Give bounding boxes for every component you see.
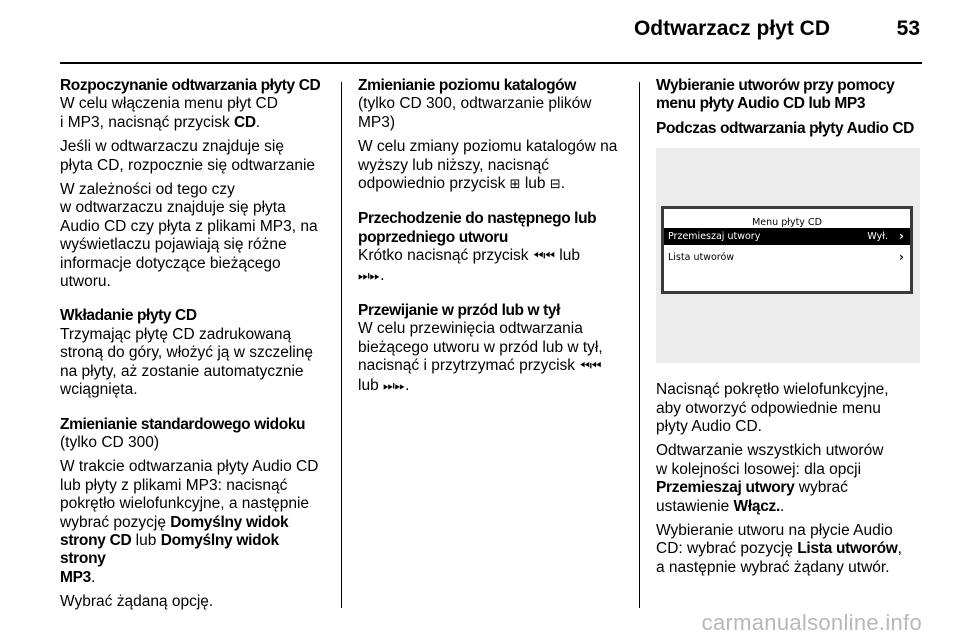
folder-up-icon: ⊞ bbox=[509, 177, 521, 193]
paragraph bbox=[358, 95, 630, 132]
paragraph bbox=[60, 138, 328, 175]
text: Wybieranie utworu na płycie Audio bbox=[656, 522, 893, 540]
text: . bbox=[90, 568, 96, 586]
text: pokrętło wielofunkcyjne, a następnie bbox=[60, 495, 310, 513]
cd-menu-screen bbox=[661, 206, 913, 294]
text: Jeśli w odtwarzaczu znajduje się bbox=[60, 138, 284, 156]
option-name: MP3 bbox=[60, 568, 91, 586]
display-illustration bbox=[656, 148, 920, 363]
section-heading bbox=[656, 77, 926, 114]
watermark: carmanualsonline.info bbox=[701, 610, 922, 635]
option-name: Domyślny widok strony bbox=[60, 531, 279, 568]
text: na płyty, aż zostanie automatycznie bbox=[60, 362, 304, 380]
paragraph bbox=[358, 247, 630, 286]
text: bieżącego utworu w przód lub w tył, bbox=[358, 338, 603, 356]
text: (tylko CD 300, odtwarzanie plików bbox=[358, 95, 592, 113]
text: W celu zmiany poziomu katalogów na bbox=[358, 138, 618, 156]
section-heading: Rozpoczynanie odtwarzania płyty CD bbox=[60, 77, 321, 94]
text: . bbox=[405, 376, 410, 394]
text: menu płyty Audio CD lub MP3 bbox=[656, 95, 866, 113]
text: wciągnięta. bbox=[60, 381, 138, 399]
paragraph bbox=[60, 326, 328, 400]
column-divider bbox=[639, 82, 640, 608]
page-header bbox=[60, 0, 922, 64]
text: Przechodzenie do następnego lub bbox=[358, 210, 597, 228]
text: ustawienie bbox=[656, 497, 734, 515]
chevron-right-icon: › bbox=[899, 250, 904, 265]
paragraph bbox=[656, 522, 926, 577]
paragraph bbox=[358, 138, 630, 194]
text: Odtwarzanie wszystkich utworów bbox=[656, 442, 884, 460]
text: MP3) bbox=[358, 113, 396, 131]
text: płyty Audio CD. bbox=[656, 418, 762, 436]
skip-back-icon: ⏪︎⏮︎ bbox=[532, 249, 555, 265]
column-middle bbox=[358, 77, 630, 402]
text: i MP3, nacisnąć przycisk bbox=[60, 113, 234, 131]
text: CD: wybrać pozycję bbox=[656, 540, 798, 558]
paragraph bbox=[358, 320, 630, 396]
text: wybrać bbox=[794, 479, 848, 497]
paragraph bbox=[656, 381, 926, 436]
text: wyższy lub niższy, nacisnąć bbox=[358, 156, 549, 174]
text: W celu przewinięcia odtwarzania bbox=[358, 320, 583, 338]
paragraph: (tylko CD 300) bbox=[60, 433, 160, 451]
page-title: Odtwarzacz płyt CD bbox=[633, 17, 830, 40]
text: lub bbox=[131, 531, 161, 549]
section-heading: Zmienianie standardowego widoku bbox=[60, 415, 306, 433]
text: poprzedniego utworu bbox=[358, 228, 508, 246]
text: wyświetlaczu pojawiają się różne bbox=[60, 236, 287, 254]
text: w odtwarzaczu znajduje się płyta bbox=[60, 199, 286, 217]
cd-button-label: CD bbox=[234, 113, 256, 131]
menu-row-shuffle bbox=[664, 228, 910, 245]
text: . bbox=[380, 266, 385, 284]
text: lub bbox=[554, 247, 580, 265]
chevron-right-icon: › bbox=[899, 229, 904, 244]
text: w kolejności losowej: dla opcji bbox=[656, 460, 862, 478]
skip-back-icon: ⏪︎⏮︎ bbox=[579, 359, 602, 375]
column-divider bbox=[341, 82, 342, 608]
page-number: 53 bbox=[896, 17, 920, 40]
text: stroną do góry, włożyć ją w szczelinę bbox=[60, 344, 313, 362]
text: Wybieranie utworów przy pomocy bbox=[656, 77, 895, 94]
menu-row-label: Lista utworów bbox=[668, 252, 735, 264]
text: W celu włączenia menu płyt CD bbox=[60, 95, 278, 113]
paragraph bbox=[60, 181, 328, 291]
text: lub bbox=[358, 376, 383, 394]
section-heading: Zmienianie poziomu katalogów bbox=[358, 77, 576, 94]
text: odpowiednio przycisk bbox=[358, 175, 510, 193]
text: płyta CD, rozpocznie się odtwarzanie bbox=[60, 156, 316, 174]
text: informacje dotyczące bieżącego bbox=[60, 254, 281, 272]
section-heading bbox=[358, 210, 630, 247]
text: . bbox=[255, 113, 261, 131]
paragraph bbox=[60, 95, 328, 132]
option-name: Włącz. bbox=[733, 497, 780, 515]
text: utworu. bbox=[60, 273, 111, 291]
section-heading: Wkładanie płyty CD bbox=[60, 307, 197, 325]
text: aby otworzyć odpowiednie menu bbox=[656, 399, 881, 417]
text: . bbox=[560, 175, 566, 193]
menu-row-label: Przemieszaj utwory bbox=[668, 231, 761, 243]
menu-row-track-list bbox=[664, 249, 910, 266]
text: wybrać pozycję bbox=[60, 513, 171, 531]
text: nacisnąć i przytrzymać przycisk bbox=[358, 357, 580, 375]
text: lub bbox=[520, 175, 550, 193]
column-left bbox=[60, 77, 328, 618]
option-name: Lista utworów bbox=[797, 540, 898, 558]
menu-row-value: Wył. bbox=[867, 231, 888, 243]
column-right bbox=[656, 77, 926, 583]
option-name: Domyślny widok bbox=[170, 513, 289, 531]
text: W trakcie odtwarzania płyty Audio CD bbox=[60, 458, 319, 476]
section-heading: Przewijanie w przód lub w tył bbox=[358, 302, 560, 320]
text: , bbox=[897, 540, 902, 558]
text: Trzymając płytę CD zadrukowaną bbox=[60, 325, 292, 343]
text: W zależności od tego czy bbox=[60, 181, 235, 199]
option-name: Przemieszaj utwory bbox=[656, 479, 795, 497]
option-name: strony CD bbox=[60, 531, 132, 549]
text: a następnie wybrać żądany utwór. bbox=[656, 558, 890, 576]
skip-forward-icon: ⏭︎⏩︎ bbox=[383, 378, 406, 394]
text: Krótko nacisnąć przycisk bbox=[358, 247, 533, 265]
skip-forward-icon: ⏭︎⏩︎ bbox=[358, 268, 381, 284]
text: lub płyty z plikami MP3: nacisnąć bbox=[60, 476, 288, 494]
section-subheading: Podczas odtwarzania płyty Audio CD bbox=[656, 119, 914, 137]
folder-down-icon: ⊟ bbox=[549, 177, 561, 193]
paragraph: Wybrać żądaną opcję. bbox=[60, 593, 214, 611]
text: . bbox=[779, 497, 785, 515]
text: Audio CD czy płyta z plikami MP3, na bbox=[60, 217, 318, 235]
paragraph bbox=[60, 458, 328, 587]
text: Nacisnąć pokrętło wielofunkcyjne, bbox=[656, 381, 889, 399]
screen-title: Menu płyty CD bbox=[752, 217, 822, 229]
paragraph bbox=[656, 442, 926, 516]
